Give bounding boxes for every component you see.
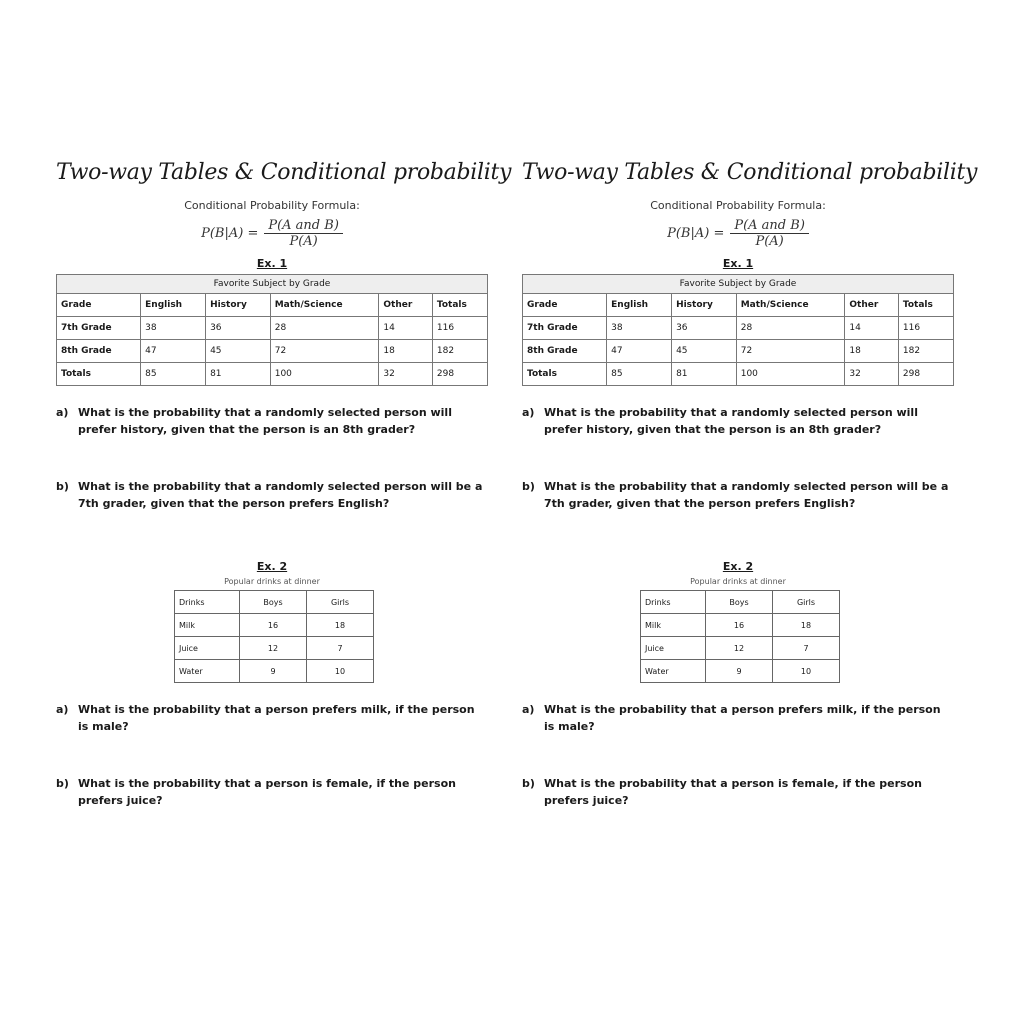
ex2-section — [56, 560, 488, 809]
table-cell: 38 — [607, 317, 672, 340]
table-cell: 38 — [141, 317, 206, 340]
table-row — [57, 317, 488, 340]
ex1-question-a — [522, 404, 954, 438]
table-row — [57, 363, 488, 386]
ex1-label: Ex. 1 — [722, 257, 754, 270]
header-cell: English — [607, 294, 672, 317]
table-cell: Juice — [641, 637, 706, 660]
table-cell: 9 — [240, 660, 307, 683]
header-cell: Totals — [432, 294, 487, 317]
favorite-subject-table — [56, 274, 488, 386]
worksheet-title: Two-way Tables & Conditional probability — [522, 160, 978, 185]
table-row — [523, 363, 954, 386]
question-letter: b) — [56, 777, 69, 790]
table-row — [57, 340, 488, 363]
header-cell: History — [206, 294, 271, 317]
table-cell: 100 — [270, 363, 379, 386]
header-cell: Totals — [898, 294, 953, 317]
ex2-question-b — [522, 775, 954, 809]
question-letter: a) — [522, 703, 535, 716]
formula-numerator: P(A and B) — [264, 218, 343, 234]
worksheet-left — [56, 160, 512, 809]
table-row — [175, 660, 374, 683]
question-text: What is the probability that a randomly selected person will prefer history, given that the person is an 8th grader? — [78, 406, 452, 436]
formula-lhs: P(B|A) = — [667, 226, 725, 241]
header-cell: Girls — [307, 591, 374, 614]
table-row — [175, 614, 374, 637]
table-cell: 18 — [773, 614, 840, 637]
table-cell: 72 — [270, 340, 379, 363]
table-cell: 182 — [432, 340, 487, 363]
favorite-subject-table — [522, 274, 954, 386]
table-header-row — [57, 294, 488, 317]
formula-fraction — [730, 218, 809, 249]
ex2-question-a — [56, 701, 488, 735]
question-text: What is the probability that a person is female, if the person prefers juice? — [78, 777, 456, 807]
table-cell: 18 — [379, 340, 433, 363]
header-cell: History — [672, 294, 737, 317]
conditional-probability-formula — [522, 218, 954, 249]
table-row — [641, 637, 840, 660]
question-letter: a) — [56, 406, 69, 419]
question-letter: a) — [56, 703, 69, 716]
table-cell: 14 — [845, 317, 899, 340]
table-cell: 85 — [141, 363, 206, 386]
table-row — [175, 637, 374, 660]
ex1-question-b — [56, 478, 488, 512]
table-cell: Water — [641, 660, 706, 683]
conditional-probability-formula — [56, 218, 488, 249]
table-cell: 81 — [206, 363, 271, 386]
table-cell: 7th Grade — [57, 317, 141, 340]
table-cell: Milk — [641, 614, 706, 637]
table-cell: 36 — [672, 317, 737, 340]
table-cell: Juice — [175, 637, 240, 660]
formula-fraction — [264, 218, 343, 249]
formula-lhs: P(B|A) = — [201, 226, 259, 241]
table-cell: 28 — [736, 317, 845, 340]
question-letter: a) — [522, 406, 535, 419]
header-cell: Drinks — [641, 591, 706, 614]
table-cell: 32 — [845, 363, 899, 386]
ex2-question-b — [56, 775, 488, 809]
formula-denominator: P(A) — [289, 234, 318, 249]
table-cell: 45 — [672, 340, 737, 363]
formula-label: Conditional Probability Formula: — [184, 199, 360, 212]
worksheet-right — [522, 160, 978, 809]
ex2-section — [522, 560, 954, 809]
table-cell: 8th Grade — [57, 340, 141, 363]
ex2-question-a — [522, 701, 954, 735]
question-text: What is the probability that a randomly selected person will be a 7th grader, given that the person prefers English? — [544, 480, 949, 510]
table-cell: 47 — [141, 340, 206, 363]
table-cell: 85 — [607, 363, 672, 386]
table-cell: 32 — [379, 363, 433, 386]
table-cell: 16 — [240, 614, 307, 637]
table-cell: 14 — [379, 317, 433, 340]
table-cell: 12 — [706, 637, 773, 660]
table-cell: 298 — [432, 363, 487, 386]
header-cell: Boys — [240, 591, 307, 614]
table-cell: 45 — [206, 340, 271, 363]
drinks-table — [640, 590, 840, 683]
header-cell: English — [141, 294, 206, 317]
ex1-question-b — [522, 478, 954, 512]
header-cell: Drinks — [175, 591, 240, 614]
question-text: What is the probability that a randomly selected person will be a 7th grader, given that the person prefers English? — [78, 480, 483, 510]
question-letter: b) — [56, 480, 69, 493]
table-cell: 298 — [898, 363, 953, 386]
table-cell: 12 — [240, 637, 307, 660]
question-letter: b) — [522, 777, 535, 790]
formula-numerator: P(A and B) — [730, 218, 809, 234]
table-cell: 18 — [845, 340, 899, 363]
table-cell: 28 — [270, 317, 379, 340]
table-cell: 72 — [736, 340, 845, 363]
table-cell: 7 — [307, 637, 374, 660]
header-cell: Girls — [773, 591, 840, 614]
table-cell: 182 — [898, 340, 953, 363]
worksheet-title: Two-way Tables & Conditional probability — [56, 160, 512, 185]
table-header-row — [523, 294, 954, 317]
table-cell: 18 — [307, 614, 374, 637]
table-cell: 100 — [736, 363, 845, 386]
table-cell: Water — [175, 660, 240, 683]
table-cell: Totals — [523, 363, 607, 386]
table-row — [641, 614, 840, 637]
table-cell: 10 — [773, 660, 840, 683]
table-row — [641, 660, 840, 683]
table-cell: 81 — [672, 363, 737, 386]
header-cell: Math/Science — [270, 294, 379, 317]
question-text: What is the probability that a person prefers milk, if the person is male? — [544, 703, 941, 733]
header-cell: Math/Science — [736, 294, 845, 317]
formula-denominator: P(A) — [755, 234, 784, 249]
header-cell: Boys — [706, 591, 773, 614]
table-cell: 10 — [307, 660, 374, 683]
table-header-row — [175, 591, 374, 614]
table-cell: Milk — [175, 614, 240, 637]
ex2-label: Ex. 2 — [722, 560, 754, 573]
table-cell: 116 — [898, 317, 953, 340]
table-cell: 7th Grade — [523, 317, 607, 340]
table-cell: 47 — [607, 340, 672, 363]
ex1-label: Ex. 1 — [256, 257, 288, 270]
table-cell: 7 — [773, 637, 840, 660]
question-letter: b) — [522, 480, 535, 493]
header-cell: Grade — [57, 294, 141, 317]
table-cell: 16 — [706, 614, 773, 637]
table-cell: 116 — [432, 317, 487, 340]
header-cell: Grade — [523, 294, 607, 317]
table-cell: 9 — [706, 660, 773, 683]
table-caption: Favorite Subject by Grade — [523, 275, 954, 294]
table-row — [523, 317, 954, 340]
header-cell: Other — [379, 294, 433, 317]
ex2-label: Ex. 2 — [256, 560, 288, 573]
table-cell: 36 — [206, 317, 271, 340]
table-caption: Favorite Subject by Grade — [57, 275, 488, 294]
ex1-question-a — [56, 404, 488, 438]
table-row — [523, 340, 954, 363]
ex2-table-caption: Popular drinks at dinner — [224, 577, 320, 586]
header-cell: Other — [845, 294, 899, 317]
question-text: What is the probability that a randomly selected person will prefer history, given that the person is an 8th grader? — [544, 406, 918, 436]
formula-label: Conditional Probability Formula: — [650, 199, 826, 212]
ex2-table-caption: Popular drinks at dinner — [690, 577, 786, 586]
table-header-row — [641, 591, 840, 614]
table-cell: Totals — [57, 363, 141, 386]
drinks-table — [174, 590, 374, 683]
table-cell: 8th Grade — [523, 340, 607, 363]
question-text: What is the probability that a person is female, if the person prefers juice? — [544, 777, 922, 807]
question-text: What is the probability that a person prefers milk, if the person is male? — [78, 703, 475, 733]
